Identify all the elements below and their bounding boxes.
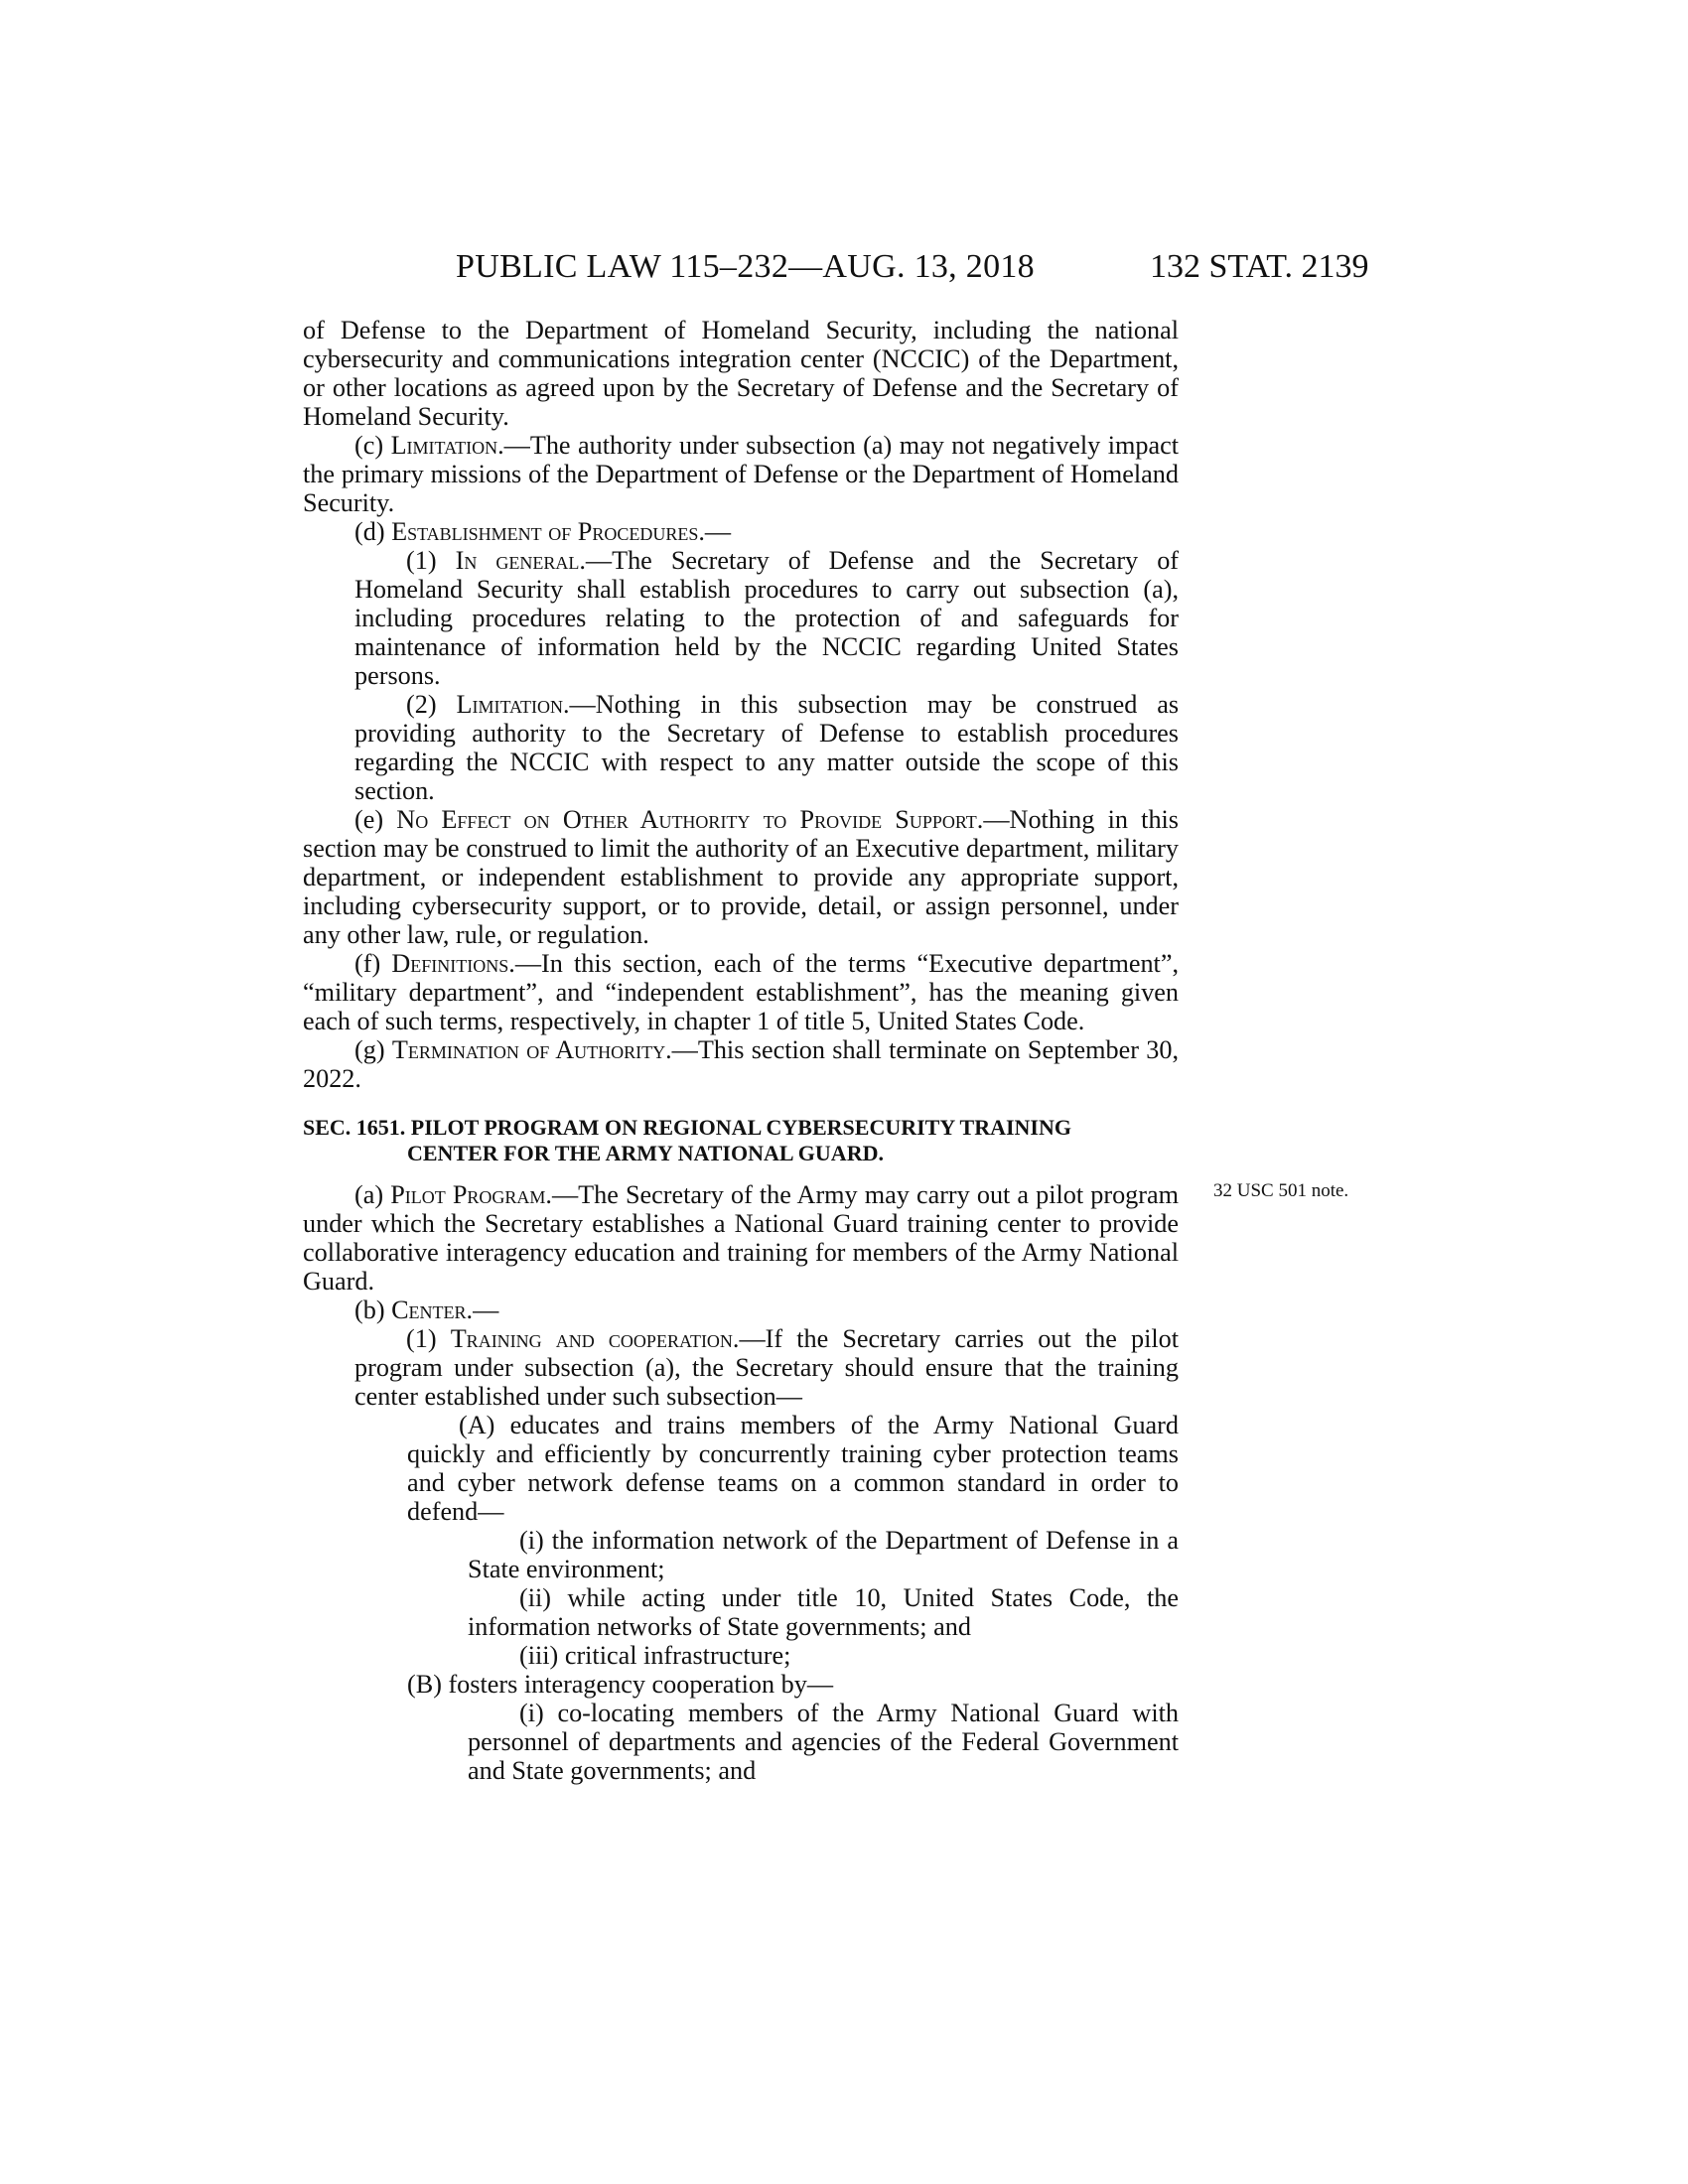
body-text — [303, 316, 1179, 1785]
subsection-text: — — [473, 1296, 499, 1324]
subsection-label: (e) — [354, 805, 384, 834]
subparagraph-B — [303, 1670, 1179, 1699]
subsection-g — [303, 1035, 1179, 1093]
subsection-f — [303, 949, 1179, 1035]
margin-citation-note: 32 USC 501 note. — [1213, 1180, 1349, 1201]
subsection-label: (a) — [354, 1180, 384, 1209]
clause-text: (ii) while acting under title 10, United States Code, the information networks of State governments; and — [468, 1583, 1179, 1641]
subsection-c — [303, 431, 1179, 517]
subsection-label: (c) — [354, 431, 384, 460]
paragraph-label: (1) — [406, 1324, 437, 1353]
paragraph-text: of Defense to the Department of Homeland Security, including the national cybersecurity and communications integration center (NCCIC) of the Department, or other locations as agreed upon by the Secretary of Defense and the Secretary of Homeland Security. — [303, 316, 1179, 431]
paragraph-text: —Nothing in this subsection may be construed as providing authority to the Secretary of Defense to establish procedures regarding the NCCIC with respect to any matter outside the scope of this section. — [354, 690, 1180, 805]
subsection-heading: Center. — [391, 1296, 474, 1324]
section-heading — [303, 1115, 1179, 1166]
clause-text: (i) the information network of the Department of Defense in a State environment; — [468, 1526, 1179, 1583]
continuation-paragraph — [303, 316, 1179, 431]
section-subsection-b — [303, 1296, 1179, 1324]
subsection-label: (f) — [354, 949, 381, 978]
subparagraph-text: (B) fosters interagency cooperation by— — [407, 1670, 834, 1699]
page-number-stat: 132 STAT. 2139 — [1150, 248, 1369, 285]
clause-text: (i) co-locating members of the Army National Guard with personnel of departments and agencies of the Federal Government and State governments; and — [468, 1699, 1179, 1785]
subsection-label: (d) — [354, 517, 385, 546]
subsection-label: (g) — [354, 1035, 385, 1064]
running-header-title: PUBLIC LAW 115–232—AUG. 13, 2018 — [456, 248, 1035, 285]
paragraph-text: —If the Secretary carries out the pilot program under subsection (a), the Secretary should ensure that the training center established under such subsection— — [354, 1324, 1179, 1411]
subsection-heading: Pilot Program. — [390, 1180, 552, 1209]
section-subsection-a — [303, 1180, 1179, 1296]
paragraph-d1 — [303, 546, 1179, 690]
subsection-text: —The Secretary of the Army may carry out a pilot program under which the Secretary establishes a National Guard training center to provide collaborative interagency education and training for members of the Army National Guard. — [303, 1180, 1179, 1296]
subsection-label: (b) — [354, 1296, 385, 1324]
section-heading-line-2: CENTER FOR THE ARMY NATIONAL GUARD. — [407, 1141, 884, 1165]
subsection-heading: Limitation. — [390, 431, 504, 460]
section-heading-line-1: SEC. 1651. PILOT PROGRAM ON REGIONAL CYBERSECURITY TRAINING — [303, 1115, 1071, 1140]
clause-A-i — [303, 1526, 1179, 1583]
subsection-text: —This section shall terminate on September 30, 2022. — [303, 1035, 1180, 1093]
subsection-heading: Termination of Authority. — [391, 1035, 672, 1064]
subsection-d — [303, 517, 1179, 546]
clause-A-ii — [303, 1583, 1179, 1641]
subsection-heading: No Effect on Other Authority to Provide Support. — [396, 805, 984, 834]
subsection-heading: Establishment of Procedures. — [391, 517, 705, 546]
subsection-text: — — [704, 517, 732, 546]
paragraph-text: —The Secretary of Defense and the Secretary of Homeland Security shall establish procedures to carry out subsection (a), including procedures relating to the protection of and safeguards for maintenance of information held by the NCCIC regarding United States persons. — [354, 546, 1180, 690]
subparagraph-A — [303, 1411, 1179, 1526]
paragraph-heading: Limitation. — [456, 690, 570, 719]
subsection-heading: Definitions. — [391, 949, 515, 978]
subparagraph-text: (A) educates and trains members of the Army National Guard quickly and efficiently by concurrently training cyber protection teams and cyber network defense teams on a common standard in order to defend— — [407, 1411, 1179, 1526]
section-paragraph-b1 — [303, 1324, 1179, 1411]
clause-A-iii — [303, 1641, 1179, 1670]
subsection-e — [303, 805, 1179, 949]
paragraph-heading: In general. — [455, 546, 586, 575]
clause-text: (iii) critical infrastructure; — [519, 1641, 791, 1670]
paragraph-heading: Training and cooperation. — [450, 1324, 740, 1353]
subsection-text: —Nothing in this section may be construed to limit the authority of an Executive department, military department, or independent establishment to provide any appropriate support, including cybersecurity support, or to provide, detail, or assign personnel, under any other law, rule, or regulation. — [303, 805, 1180, 949]
paragraph-d2 — [303, 690, 1179, 805]
clause-B-i — [303, 1699, 1179, 1785]
subsection-text: —In this section, each of the terms “Executive department”, “military department”, and “independent establishment”, has the meaning given each of such terms, respectively, in chapter 1 of title 5, United States Code. — [303, 949, 1179, 1035]
paragraph-label: (2) — [406, 690, 437, 719]
paragraph-label: (1) — [406, 546, 437, 575]
subsection-text: —The authority under subsection (a) may not negatively impact the primary missions of the Department of Defense or the Department of Homeland Security. — [303, 431, 1180, 517]
